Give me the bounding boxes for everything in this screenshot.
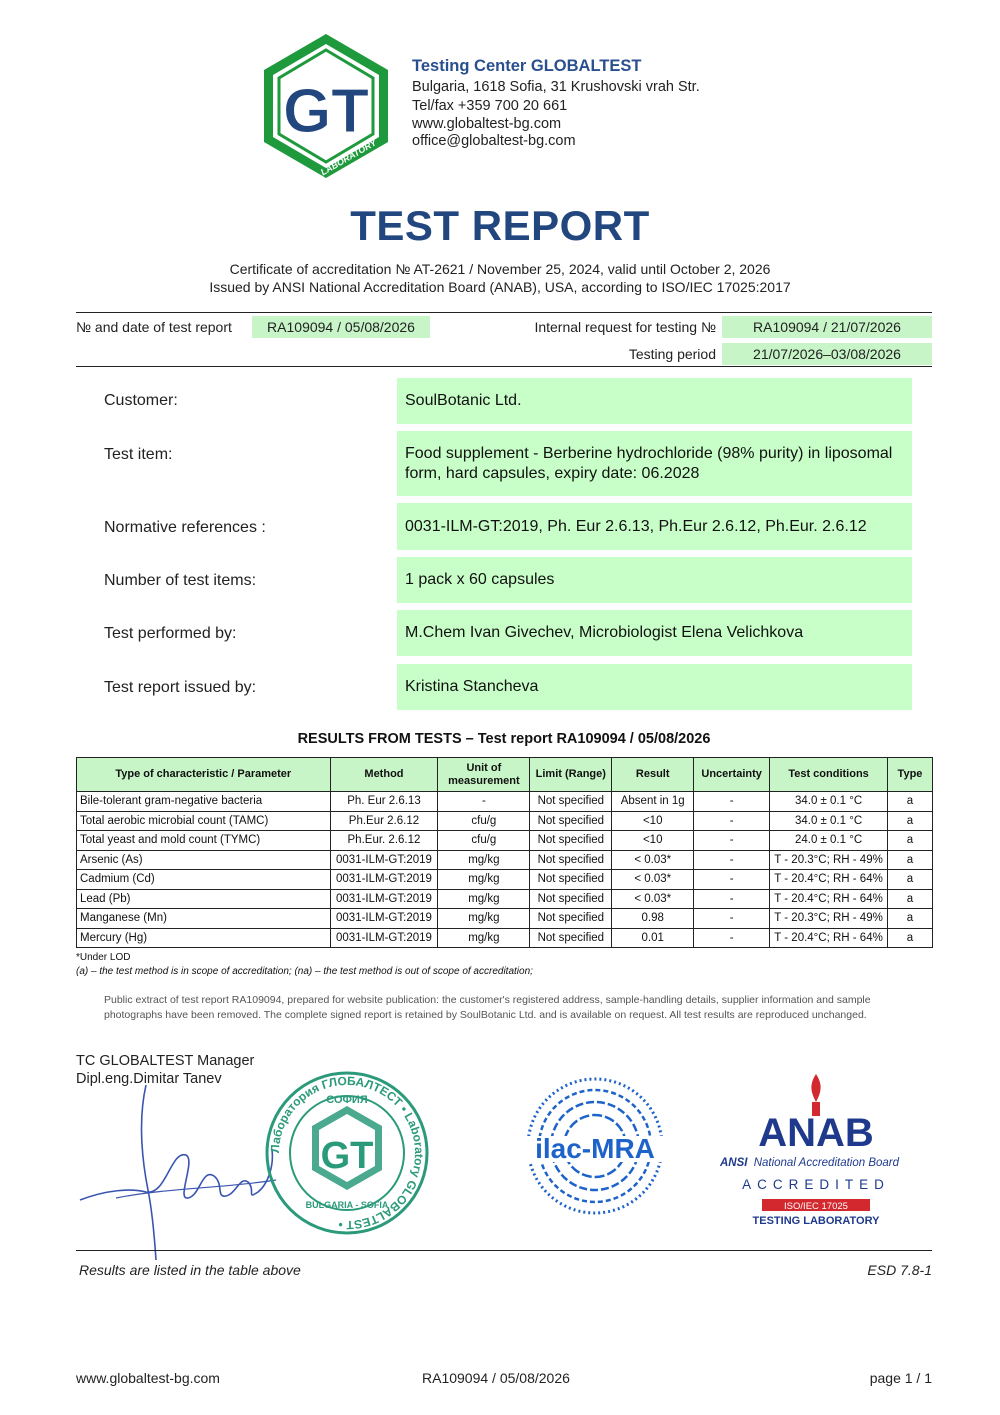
testing-period-label: Testing period	[628, 346, 716, 362]
table-row	[77, 909, 933, 929]
svg-text:GT: GT	[282, 77, 370, 146]
col-header-limit: Limit (Range)	[530, 758, 612, 792]
cell-result: <10	[612, 831, 694, 851]
document-code: ESD 7.8-1	[867, 1262, 932, 1278]
results-header-row	[77, 758, 933, 792]
cell-type: a	[887, 928, 932, 948]
scope-note: (a) – the test method is in scope of accreditation; (na) – the test method is out of scope of accreditation;	[76, 966, 533, 977]
cell-parameter: Mercury (Hg)	[77, 928, 331, 948]
request-label: Internal request for testing №	[534, 319, 716, 335]
cell-type: a	[887, 811, 932, 831]
col-header-unit: Unit of measurement	[438, 758, 530, 792]
svg-text:ANSI National Accreditatio: ANSI National Accreditation Board	[720, 1157, 900, 1169]
test-item-value: Food supplement - Berberine hydrochloride (98% purity) in liposomal form, hard capsules, expiry date: 06.2028	[397, 431, 912, 496]
divider	[76, 366, 932, 367]
col-header-method: Method	[330, 758, 438, 792]
laboratory-stamp	[262, 1068, 432, 1238]
col-header-uncertainty: Uncertainty	[694, 758, 770, 792]
cell-unit: mg/kg	[438, 909, 530, 929]
normative-references-label: Normative references :	[104, 519, 266, 536]
cell-limit: Not specified	[530, 811, 612, 831]
table-row	[77, 811, 933, 831]
cell-uncertainty: -	[694, 831, 770, 851]
svg-text:GT: GT	[320, 1135, 374, 1177]
cell-type: a	[887, 870, 932, 890]
cell-uncertainty: -	[694, 870, 770, 890]
cell-method: Ph.Eur. 2.6.12	[330, 831, 438, 851]
report-number-value: RA109094 / 05/08/2026	[252, 316, 430, 338]
cell-parameter: Total aerobic microbial count (TAMC)	[77, 811, 331, 831]
number-of-items-label: Number of test items:	[104, 572, 257, 589]
performed-by-value: M.Chem Ivan Givechev, Microbiologist Elena Velichkova	[397, 610, 912, 656]
cell-type: a	[887, 850, 932, 870]
performed-by-label: Test performed by:	[104, 625, 237, 642]
results-footnote: Results are listed in the table above	[79, 1262, 301, 1278]
normative-references-value: 0031-ILM-GT:2019, Ph. Eur 2.6.13, Ph.Eur 2.6.12, Ph.Eur. 2.6.12	[397, 503, 912, 550]
cell-limit: Not specified	[530, 928, 612, 948]
public-extract-note: Public extract of test report RA109094, prepared for website publication: the customer's registered address, sample-handling details, supplier information and sample photographs have been removed. The complete signed report is retained by SoulBotanic Ltd. and is available on request. All test results are reproduced unchanged.	[104, 994, 871, 1021]
cell-limit: Not specified	[530, 792, 612, 812]
svg-text:BULGARIA - SOFIA: BULGARIA - SOFIA	[305, 1200, 389, 1210]
cell-method: 0031-ILM-GT:2019	[330, 870, 438, 890]
cell-conditions: 24.0 ± 0.1 °C	[770, 831, 888, 851]
cell-conditions: T - 20.4°C; RH - 64%	[770, 889, 888, 909]
table-row	[77, 850, 933, 870]
issued-by-value: Kristina Stancheva	[397, 664, 912, 710]
svg-text:TESTING LABORATORY: TESTING LABORATORY	[752, 1215, 880, 1227]
number-of-items-value: 1 pack x 60 capsules	[397, 557, 912, 603]
cell-unit: cfu/g	[438, 831, 530, 851]
cell-method: 0031-ILM-GT:2019	[330, 850, 438, 870]
customer-value: SoulBotanic Ltd.	[397, 378, 912, 424]
svg-text:LABORATORY: LABORATORY	[318, 137, 379, 178]
cell-conditions: T - 20.3°C; RH - 49%	[770, 850, 888, 870]
cell-conditions: T - 20.4°C; RH - 64%	[770, 870, 888, 890]
testing-period-value: 21/07/2026–03/08/2026	[722, 343, 932, 365]
lab-email[interactable]: office@globaltest-bg.com	[412, 133, 576, 149]
footer-report-ref: RA109094 / 05/08/2026	[422, 1370, 570, 1386]
cell-unit: cfu/g	[438, 811, 530, 831]
cell-limit: Not specified	[530, 850, 612, 870]
lab-telfax: Tel/fax +359 700 20 661	[412, 98, 568, 114]
cell-type: a	[887, 909, 932, 929]
accreditation-line-2: Issued by ANSI National Accreditation Board (ANAB), USA, according to ISO/IEC 17025:2017	[209, 279, 791, 295]
results-title: RESULTS FROM TESTS – Test report RA109094 / 05/08/2026	[297, 731, 711, 747]
cell-method: 0031-ILM-GT:2019	[330, 928, 438, 948]
report-number-label: № and date of test report	[76, 319, 232, 335]
anab-accreditation-logo	[716, 1068, 912, 1230]
cell-method: 0031-ILM-GT:2019	[330, 889, 438, 909]
cell-limit: Not specified	[530, 889, 612, 909]
svg-text:СОФИЯ: СОФИЯ	[326, 1094, 368, 1106]
cell-unit: mg/kg	[438, 889, 530, 909]
cell-unit: -	[438, 792, 530, 812]
divider	[76, 312, 932, 313]
globaltest-logo	[258, 32, 394, 180]
cell-parameter: Manganese (Mn)	[77, 909, 331, 929]
cell-limit: Not specified	[530, 909, 612, 929]
page-title: TEST REPORT	[350, 202, 650, 249]
cell-unit: mg/kg	[438, 850, 530, 870]
cell-result: Absent in 1g	[612, 792, 694, 812]
svg-text:ISO/IEC 17025: ISO/IEC 17025	[784, 1201, 848, 1212]
cell-unit: mg/kg	[438, 928, 530, 948]
cell-result: <10	[612, 811, 694, 831]
lab-address: Bulgaria, 1618 Sofia, 31 Krushovski vrah Str.	[412, 79, 700, 95]
col-header-parameter: Type of characteristic / Parameter	[77, 758, 331, 792]
ilac-mra-logo	[520, 1076, 670, 1216]
cell-method: Ph. Eur 2.6.13	[330, 792, 438, 812]
results-table	[76, 757, 933, 948]
cell-result: < 0.03*	[612, 889, 694, 909]
svg-text:ACCREDITED: ACCREDITED	[742, 1177, 890, 1192]
cell-parameter: Cadmium (Cd)	[77, 870, 331, 890]
cell-type: a	[887, 889, 932, 909]
cell-method: Ph.Eur 2.6.12	[330, 811, 438, 831]
cell-unit: mg/kg	[438, 870, 530, 890]
cell-limit: Not specified	[530, 870, 612, 890]
cell-limit: Not specified	[530, 831, 612, 851]
lod-note: *Under LOD	[76, 952, 131, 963]
footer-website[interactable]: www.globaltest-bg.com	[76, 1370, 220, 1386]
cell-conditions: T - 20.4°C; RH - 64%	[770, 928, 888, 948]
table-row	[77, 889, 933, 909]
cell-uncertainty: -	[694, 928, 770, 948]
col-header-type: Type	[887, 758, 932, 792]
lab-website[interactable]: www.globaltest-bg.com	[412, 116, 562, 132]
table-row	[77, 792, 933, 812]
issued-by-label: Test report issued by:	[104, 679, 257, 696]
table-row	[77, 928, 933, 948]
svg-text:ANAB: ANAB	[758, 1111, 874, 1155]
page-number: page 1 / 1	[869, 1370, 932, 1386]
cell-parameter: Total yeast and mold count (TYMC)	[77, 831, 331, 851]
cell-uncertainty: -	[694, 909, 770, 929]
cell-uncertainty: -	[694, 889, 770, 909]
cell-conditions: 34.0 ± 0.1 °C	[770, 792, 888, 812]
manager-name: Dipl.eng.Dimitar Tanev	[76, 1071, 222, 1087]
cell-parameter: Arsenic (As)	[77, 850, 331, 870]
lab-name: Testing Center GLOBALTEST	[412, 57, 642, 75]
svg-text:Лаборатория ГЛОБАЛТЕСТ • Lab: Лаборатория ГЛОБАЛТЕСТ • Laboratory GLOBALTEST •	[267, 1073, 427, 1233]
table-row	[77, 831, 933, 851]
cell-method: 0031-ILM-GT:2019	[330, 909, 438, 929]
cell-uncertainty: -	[694, 811, 770, 831]
cell-result: 0.98	[612, 909, 694, 929]
svg-text:ilac-MRA: ilac-MRA	[535, 1133, 655, 1164]
cell-result: 0.01	[612, 928, 694, 948]
customer-label: Customer:	[104, 392, 178, 409]
accreditation-line-1: Certificate of accreditation № AT-2621 / November 25, 2024, valid until October 2, 2026	[229, 261, 771, 277]
cell-result: < 0.03*	[612, 850, 694, 870]
cell-parameter: Bile-tolerant gram-negative bacteria	[77, 792, 331, 812]
col-header-conditions: Test conditions	[770, 758, 888, 792]
cell-result: < 0.03*	[612, 870, 694, 890]
manager-title: TC GLOBALTEST Manager	[76, 1053, 255, 1069]
cell-conditions: T - 20.3°C; RH - 49%	[770, 909, 888, 929]
test-item-label: Test item:	[104, 446, 173, 463]
cell-type: a	[887, 792, 932, 812]
cell-conditions: 34.0 ± 0.1 °C	[770, 811, 888, 831]
cell-parameter: Lead (Pb)	[77, 889, 331, 909]
cell-uncertainty: -	[694, 850, 770, 870]
request-value: RA109094 / 21/07/2026	[722, 316, 932, 338]
cell-type: a	[887, 831, 932, 851]
col-header-result: Result	[612, 758, 694, 792]
cell-uncertainty: -	[694, 792, 770, 812]
table-row	[77, 870, 933, 890]
divider	[76, 1250, 932, 1251]
